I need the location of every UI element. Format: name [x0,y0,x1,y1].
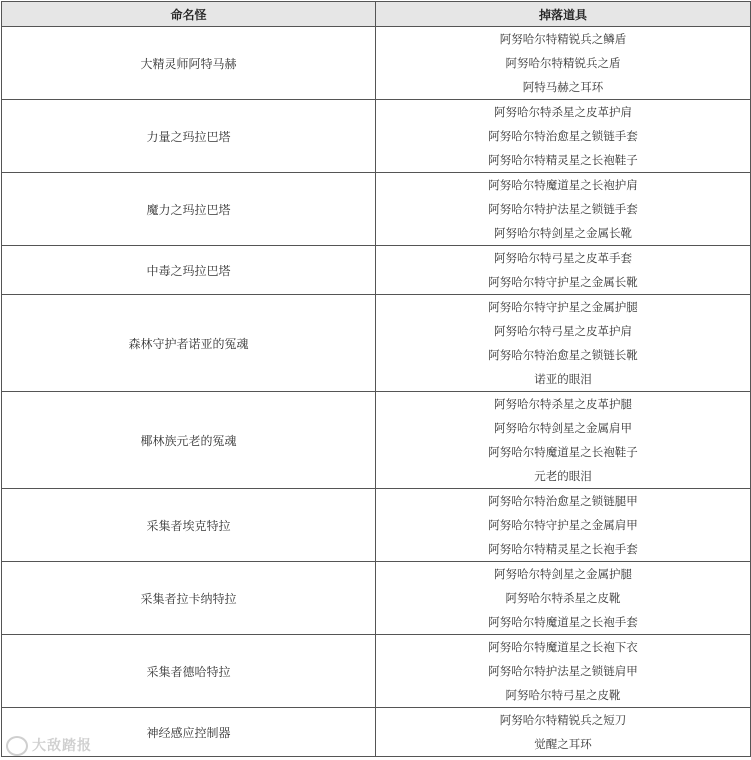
drop-item: 阿努哈尔特精灵星之长袍手套 [488,542,638,556]
drop-item: 阿努哈尔特精锐兵之盾 [505,56,621,70]
watermark-logo-icon [6,736,28,756]
drop-list [376,489,751,562]
drop-list [376,635,751,708]
drop-item: 阿努哈尔特魔道星之长袍手套 [488,615,638,629]
watermark [6,735,92,756]
drop-list [376,246,751,295]
drop-item: 阿努哈尔特弓星之皮革手套 [494,251,632,265]
table-row [2,173,751,246]
table-row [2,392,751,489]
table-row [2,562,751,635]
drop-list [376,295,751,392]
drop-item: 阿努哈尔特杀星之皮革护腿 [494,397,632,411]
drop-item: 阿特马赫之耳环 [522,80,604,94]
table-body [2,27,751,757]
table-row [2,27,751,100]
drop-item: 阿努哈尔特精灵星之长袍鞋子 [488,153,638,167]
drop-item: 觉醒之耳环 [534,737,592,751]
drop-item: 元老的眼泪 [534,469,592,483]
table-row [2,708,751,757]
header-boss: 命名怪 [2,2,376,27]
drop-list [376,27,751,100]
boss-name: 采集者德哈特拉 [2,635,376,708]
boss-name: 椰林族元老的冤魂 [2,392,376,489]
drop-table [1,1,751,757]
drop-item: 阿努哈尔特守护星之金属肩甲 [488,518,638,532]
drop-item: 阿努哈尔特护法星之锁链手套 [488,202,638,216]
drop-list [376,100,751,173]
drop-list [376,392,751,489]
drop-item: 阿努哈尔特护法星之锁链肩甲 [488,664,638,678]
header-drops: 掉落道具 [376,2,751,27]
drop-item: 阿努哈尔特魔道星之长袍下衣 [488,640,638,654]
boss-name: 力量之玛拉巴塔 [2,100,376,173]
drop-item: 阿努哈尔特杀星之皮革护肩 [494,105,632,119]
table-row [2,489,751,562]
drop-item: 阿努哈尔特魔道星之长袍护肩 [488,178,638,192]
table-row [2,635,751,708]
boss-name: 采集者拉卡纳特拉 [2,562,376,635]
drop-item: 阿努哈尔特守护星之金属长靴 [488,275,638,289]
drop-item: 阿努哈尔特精锐兵之鳞盾 [499,32,627,46]
drop-item: 阿努哈尔特剑星之金属护腿 [494,567,632,581]
header-row [2,2,751,27]
table-row [2,246,751,295]
drop-item: 阿努哈尔特治愈星之锁链手套 [488,129,638,143]
drop-item: 阿努哈尔特杀星之皮靴 [505,591,621,605]
drop-item: 阿努哈尔特弓星之皮革护肩 [494,324,632,338]
drop-item: 阿努哈尔特守护星之金属护腿 [488,300,638,314]
drop-item: 阿努哈尔特治愈星之锁链腿甲 [488,494,638,508]
boss-name: 大精灵师阿特马赫 [2,27,376,100]
drop-item: 阿努哈尔特弓星之皮靴 [505,688,621,702]
drop-list [376,708,751,757]
watermark-text: 大敌踏报 [32,738,92,754]
drop-item: 阿努哈尔特治愈星之锁链长靴 [488,348,638,362]
drop-item: 阿努哈尔特剑星之金属长靴 [494,226,632,240]
boss-name: 采集者埃克特拉 [2,489,376,562]
boss-name: 神经感应控制器 [2,708,376,757]
drop-item: 阿努哈尔特剑星之金属肩甲 [494,421,632,435]
table-row [2,100,751,173]
drop-list [376,173,751,246]
drop-list [376,562,751,635]
drop-item: 阿努哈尔特魔道星之长袍鞋子 [488,445,638,459]
boss-name: 魔力之玛拉巴塔 [2,173,376,246]
drop-item: 诺亚的眼泪 [534,372,592,386]
boss-name: 中毒之玛拉巴塔 [2,246,376,295]
boss-name: 森林守护者诺亚的冤魂 [2,295,376,392]
table-row [2,295,751,392]
drop-item: 阿努哈尔特精锐兵之短刀 [499,713,627,727]
